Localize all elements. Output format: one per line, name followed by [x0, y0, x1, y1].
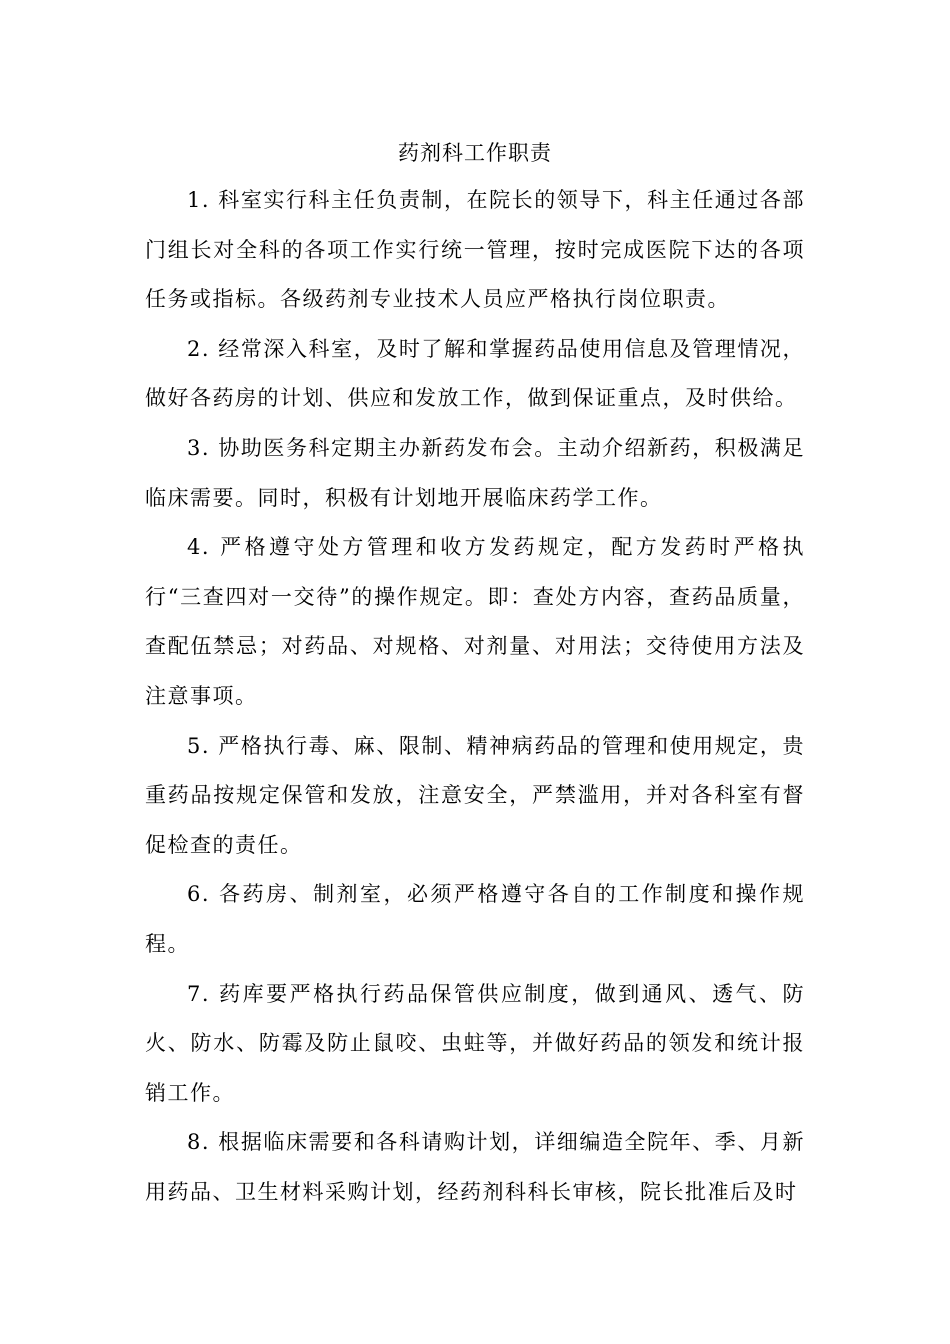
- paragraph-3: 3. 协助医务科定期主办新药发布会。主动介绍新药，积极满足临床需要。同时，积极有计划地开展临床药学工作。: [145, 435, 805, 510]
- paragraph-6: 6. 各药房、制剂室，必须严格遵守各自的工作制度和操作规程。: [145, 882, 805, 956]
- paragraph-7: 7. 药库要严格执行药品保管供应制度，做到通风、透气、防火、防水、防霉及防止鼠咬、虫蛀等，并做好药品的领发和统计报销工作。: [145, 981, 805, 1105]
- paragraph-1: 1. 科室实行科主任负责制，在院长的领导下，科主任通过各部门组长对全科的各项工作实行统一管理，按时完成医院下达的各项任务或指标。各级药剂专业技术人员应严格执行岗位职责。: [145, 188, 805, 312]
- document-title: 药剂科工作职责: [398, 141, 552, 165]
- paragraph-2: 2. 经常深入科室，及时了解和掌握药品使用信息及管理情况，做好各药房的计划、供应和发放工作，做到保证重点，及时供给。: [145, 336, 805, 411]
- paragraph-8: 8. 根据临床需要和各科请购计划，详细编造全院年、季、月新用药品、卫生材料采购计划，经药剂科科长审核，院长批准后及时: [145, 1130, 805, 1204]
- document-body: [145, 176, 805, 1217]
- paragraph-5: 5. 严格执行毒、麻、限制、精神病药品的管理和使用规定，贵重药品按规定保管和发放，注意安全，严禁滥用，并对各科室有督促检查的责任。: [145, 733, 805, 857]
- paragraph-4: 4. 严格遵守处方管理和收方发药规定，配方发药时严格执行“三查四对一交待”的操作规定。即：查处方内容，查药品质量，查配伍禁忌；对药品、对规格、对剂量、对用法；交待使用方法及注意事项。: [145, 535, 805, 708]
